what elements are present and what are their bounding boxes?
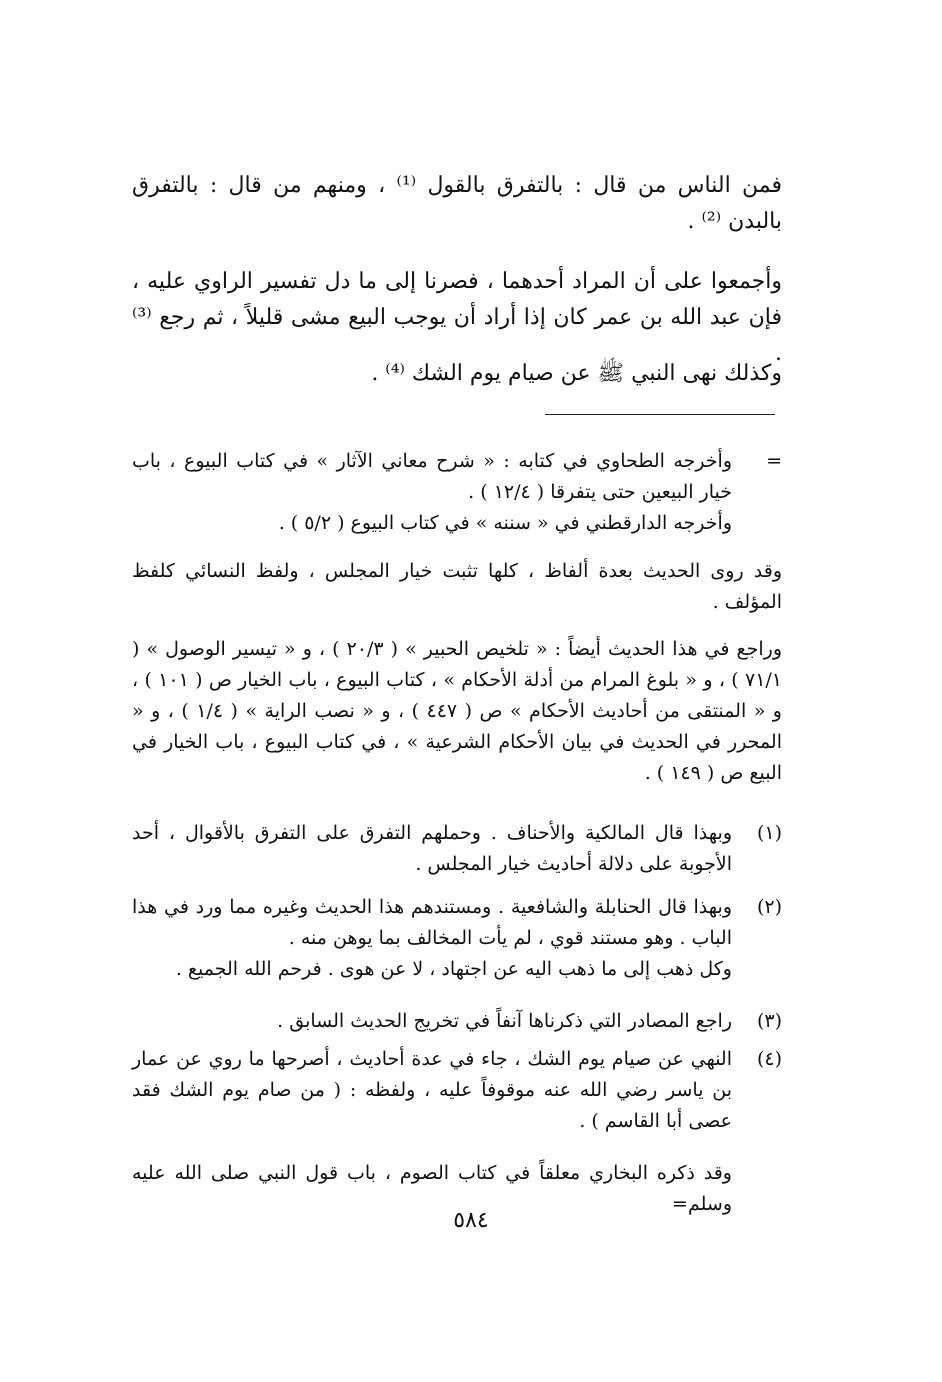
footnote-continuation-note — [132, 556, 782, 618]
footnote-line: وراجع في هذا الحديث أيضاً : « تلخيص الحبير » ( ٢٠/٣ ) ، و « تيسير الوصول » ( ٧١/١ ) ، و « بلوغ المرام من أدلة الأحكام » ، كتاب البيوع ، باب الخيار ص ( ١٠١ ) ، و « المنتقى من أحاديث الأحكام » ص ( ٤٤٧ ) ، و « نصب الراية » ( ١/٤ ) ، و « المحرر في الحديث في بيان الأحكام الشرعية » ، في كتاب البيوع ، باب الخيار في البيع ص ( ١٤٩ ) . — [132, 638, 783, 784]
footnote-text: راجع المصادر التي ذكرناها آنفاً في تخريج الحديث السابق . — [277, 1010, 732, 1032]
footnote-line: وأخرجه الدارقطني في « سننه » في كتاب البيوع ( ٥/٢ ) . — [278, 512, 732, 534]
footnote-line: وكل ذهب إلى ما ذهب اليه عن اجتهاد ، لا عن هوى . فرحم الله الجميع . — [175, 958, 732, 980]
footnote-text: وبهذا قال المالكية والأحناف . وحملهم التفرق على التفرق بالأقوال ، أحد الأجوبة على دلالة أحاديث خيار المجلس . — [132, 822, 732, 875]
footnote-marker: (١) — [756, 822, 782, 844]
footnote-2 — [132, 892, 782, 985]
continuation-marker: = — [766, 450, 782, 472]
footnote-line: وقد روى الحديث بعدة ألفاظ ، كلها تثبت خيار المجلس ، ولفظ النسائي كلفظ المؤلف . — [132, 560, 782, 613]
body-paragraph-3: وكذلك نهى النبي ﷺ عن صيام يوم الشك ⁽⁴⁾ . — [371, 361, 782, 386]
footnote-marker: (٣) — [756, 1010, 782, 1032]
body-paragraph-2: وأجمعوا على أن المراد أحدهما ، فصرنا إلى ما دل تفسير الراوي عليه ، فإن عبد الله بن عمر كان إذا أراد أن يوجب البيع مشى قليلاً ، ثم رجع ⁽³⁾ . — [132, 269, 782, 366]
footnote-continuation — [132, 446, 782, 539]
footnote-line: وبهذا قال الحنابلة والشافعية . ومستندهم هذا الحديث وغيره مما ورد في هذا الباب . وهو مستند قوي ، لم يأت المخالف بما يوهن منه . — [132, 896, 732, 949]
footnote-continuation-references — [132, 634, 782, 789]
footnote-marker: (٤) — [756, 1048, 782, 1070]
footnote-separator — [545, 414, 775, 415]
footnote-line: وأخرجه الطحاوي في كتابه : « شرح معاني الآثار » في كتاب البيوع ، باب خيار البيعين حتى يتفرقا ( ١٢/٤ ) . — [132, 450, 732, 503]
footnote-3 — [132, 1006, 782, 1037]
page-number: ٥٨٤ — [453, 1208, 489, 1233]
footnote-text: النهي عن صيام يوم الشك ، جاء في عدة أحاديث ، أصرحها ما روي عن عمار بن ياسر رضي الله عنه موقوفاً عليه ، ولفظه : ( من صام يوم الشك فقد عصى أبا القاسم ) . — [132, 1048, 732, 1132]
footnote-text: وقد ذكره البخاري معلقاً في كتاب الصوم ، باب قول النبي صلى الله عليه وسلم= — [132, 1162, 732, 1215]
body-paragraph-1: فمن الناس من قال : بالتفرق بالقول ⁽¹⁾ ، ومنهم من قال : بالتفرق بالبدن ⁽²⁾ . — [132, 173, 782, 234]
footnote-1 — [132, 818, 782, 880]
footnote-4 — [132, 1044, 782, 1137]
footnote-marker: (٢) — [756, 896, 782, 918]
